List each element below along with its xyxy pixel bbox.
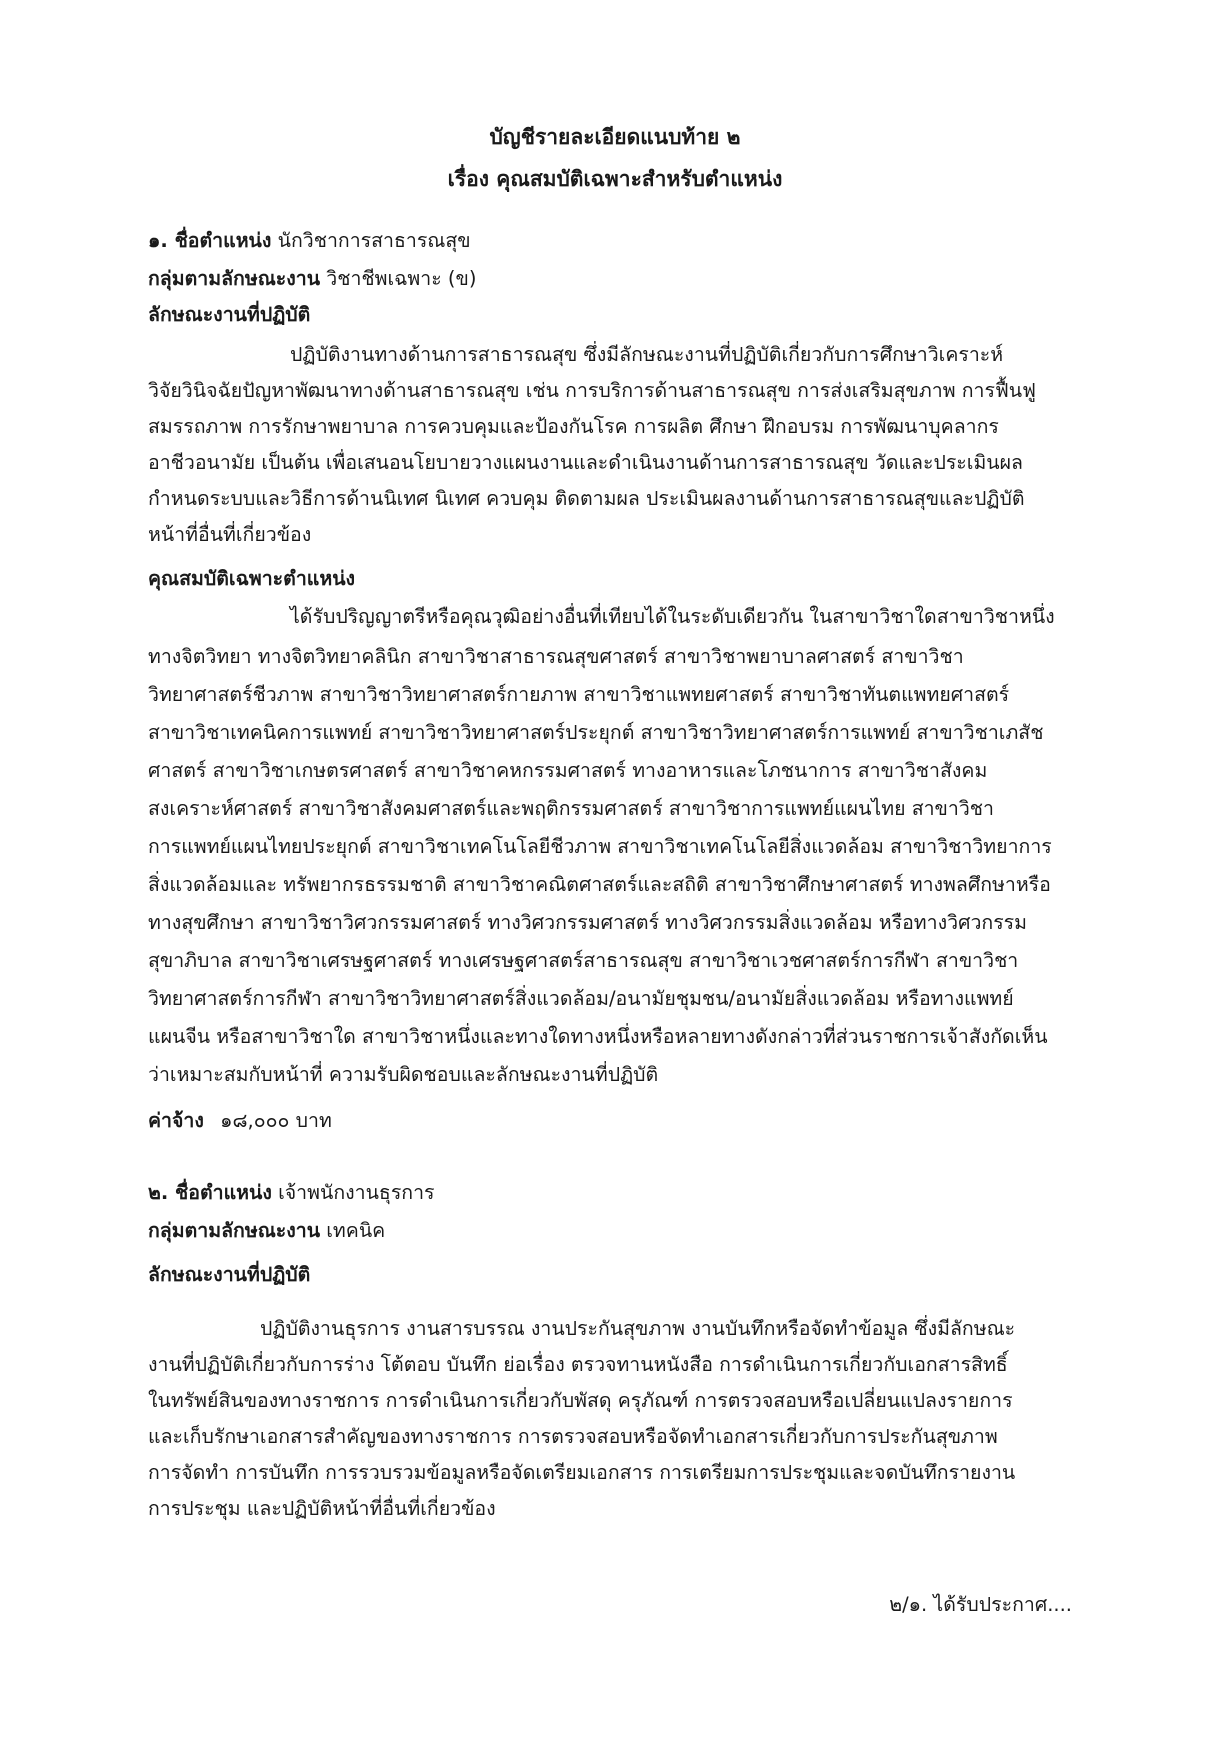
position2-group-row	[148, 1216, 385, 1246]
position2-duties-line: การจัดทำ การบันทึก การรวบรวมข้อมูลหรือจัดเตรียมเอกสาร การเตรียมการประชุมและจดบันทึกรายงาน	[148, 1461, 1016, 1484]
position1-duties-line: สมรรถภาพ การรักษาพยาบาล การควบคุมและป้องกันโรค การผลิต ศึกษา ฝึกอบรม การพัฒนาบุคลากร	[148, 415, 999, 438]
position1-qualification-line: การแพทย์แผนไทยประยุกต์ สาขาวิชาเทคโนโลยีชีวภาพ สาขาวิชาเทคโนโลยีสิ่งแวดล้อม สาขาวิชาวิทยาการ	[148, 835, 1052, 858]
position1-name-row	[148, 226, 471, 256]
document-subtitle: เรื่อง คุณสมบัติเฉพาะสำหรับตำแหน่ง	[447, 167, 783, 191]
position2-duties-line: งานที่ปฏิบัติเกี่ยวกับการร่าง โต้ตอบ บันทึก ย่อเรื่อง ตรวจทานหนังสือ การดำเนินการเกี่ยวกับเอกสารสิทธิ์	[148, 1353, 1008, 1376]
position1-qualification-line: สุขาภิบาล สาขาวิชาเศรษฐศาสตร์ ทางเศรษฐศาสตร์สาธารณสุข สาขาวิชาเวชศาสตร์การกีฬา สาขาวิชา	[148, 949, 1019, 972]
position1-qualification-line: ศาสตร์ สาขาวิชาเกษตรศาสตร์ สาขาวิชาคหกรรมศาสตร์ ทางอาหารและโภชนาการ สาขาวิชาสังคม	[148, 759, 988, 782]
position1-qualification-line: ทางสุขศึกษา สาขาวิชาวิศวกรรมศาสตร์ ทางวิศวกรรมศาสตร์ ทางวิศวกรรมสิ่งแวดล้อม หรือทางวิศวกรรม	[148, 911, 1028, 934]
position2-duties-line: ในทรัพย์สินของทางราชการ การดำเนินการเกี่ยวกับพัสดุ ครุภัณฑ์ การตรวจสอบหรือเปลี่ยนแปลงรายการ	[148, 1389, 1013, 1412]
position1-duties-heading: ลักษณะงานที่ปฏิบัติ	[148, 303, 311, 326]
position1-name-label: ๑. ชื่อตำแหน่ง	[148, 229, 272, 252]
position1-qualification-line: ทางจิตวิทยา ทางจิตวิทยาคลินิก สาขาวิชาสาธารณสุขศาสตร์ สาขาวิชาพยาบาลศาสตร์ สาขาวิชา	[148, 645, 964, 668]
position1-duties-line: ปฏิบัติงานทางด้านการสาธารณสุข ซึ่งมีลักษณะงานที่ปฏิบัติเกี่ยวกับการศึกษาวิเคราะห์	[290, 343, 1004, 366]
position2-name-label: ๒. ชื่อตำแหน่ง	[148, 1181, 272, 1204]
position1-duties-line: กำหนดระบบและวิธีการด้านนิเทศ นิเทศ ควบคุม ติดตามผล ประเมินผลงานด้านการสาธารณสุขและปฏิบัติ	[148, 487, 1025, 510]
position2-group-label: กลุ่มตามลักษณะงาน	[148, 1219, 321, 1242]
position1-qualification-line: ได้รับปริญญาตรีหรือคุณวุฒิอย่างอื่นที่เทียบได้ในระดับเดียวกัน ในสาขาวิชาใดสาขาวิชาหนึ่ง	[290, 605, 1055, 628]
position1-qualification-line: วิทยาศาสตร์ชีวภาพ สาขาวิชาวิทยาศาสตร์กายภาพ สาขาวิชาแพทยศาสตร์ สาขาวิชาทันตแพทยศาสตร์	[148, 683, 1010, 706]
position2-name-row	[148, 1178, 435, 1208]
position1-qualification-line: แผนจีน หรือสาขาวิชาใด สาขาวิชาหนึ่งและทางใดทางหนึ่งหรือหลายทางดังกล่าวที่ส่วนราชการเจ้าสังกัดเห็น	[148, 1025, 1048, 1048]
position1-qualification-line: สงเคราะห์ศาสตร์ สาขาวิชาสังคมศาสตร์และพฤติกรรมศาสตร์ สาขาวิชาการแพทย์แผนไทย สาขาวิชา	[148, 797, 994, 820]
position1-qualification-line: สาขาวิชาเทคนิคการแพทย์ สาขาวิชาวิทยาศาสตร์ประยุกต์ สาขาวิชาวิทยาศาสตร์การแพทย์ สาขาวิชาเภสัช	[148, 721, 1044, 744]
position1-duties-line: วิจัยวินิจฉัยปัญหาพัฒนาทางด้านสาธารณสุข เช่น การบริการด้านสาธารณสุข การส่งเสริมสุขภาพ การฟื้นฟู	[148, 379, 1036, 402]
position2-name-value: เจ้าพนักงานธุรการ	[278, 1181, 435, 1204]
position2-duties-line: ปฏิบัติงานธุรการ งานสารบรรณ งานประกันสุขภาพ งานบันทึกหรือจัดทำข้อมูล ซึ่งมีลักษณะ	[260, 1317, 1016, 1340]
document-title: บัญชีรายละเอียดแนบท้าย ๒	[489, 125, 741, 149]
position2-duties-heading: ลักษณะงานที่ปฏิบัติ	[148, 1263, 311, 1286]
position2-duties-line: การประชุม และปฏิบัติหน้าที่อื่นที่เกี่ยวข้อง	[148, 1497, 496, 1520]
position1-qualification-line: ว่าเหมาะสมกับหน้าที่ ความรับผิดชอบและลักษณะงานที่ปฏิบัติ	[148, 1063, 659, 1086]
position1-duties-line: หน้าที่อื่นที่เกี่ยวข้อง	[148, 523, 312, 546]
position1-wage-label: ค่าจ้าง	[148, 1109, 204, 1132]
position1-qualification-line: วิทยาศาสตร์การกีฬา สาขาวิชาวิทยาศาสตร์สิ่งแวดล้อม/อนามัยชุมชน/อนามัยสิ่งแวดล้อม หรือทางแพทย์	[148, 987, 1014, 1010]
position1-qualification-line: สิ่งแวดล้อมและ ทรัพยากรธรรมชาติ สาขาวิชาคณิตศาสตร์และสถิติ สาขาวิชาศึกษาศาสตร์ ทางพลศึกษาหรือ	[148, 873, 1051, 896]
position1-wage-value: ๑๘,๐๐๐ บาท	[220, 1109, 332, 1132]
position1-duties-line: อาชีวอนามัย เป็นต้น เพื่อเสนอนโยบายวางแผนงานและดำเนินงานด้านการสาธารณสุข วัดและประเมินผล	[148, 451, 1024, 474]
position1-group-value: วิชาชีพเฉพาะ (ข)	[326, 267, 477, 290]
position1-name-value: นักวิชาการสาธารณสุข	[277, 229, 471, 252]
continuation-note: ๒/๑. ได้รับประกาศ....	[889, 1593, 1072, 1616]
position1-group-label: กลุ่มตามลักษณะงาน	[148, 267, 321, 290]
position1-wage-row	[148, 1106, 332, 1136]
position1-qualification-heading: คุณสมบัติเฉพาะตำแหน่ง	[148, 567, 356, 590]
position2-group-value: เทคนิค	[326, 1219, 386, 1242]
position2-duties-line: และเก็บรักษาเอกสารสำคัญของทางราชการ การตรวจสอบหรือจัดทำเอกสารเกี่ยวกับการประกันสุขภาพ	[148, 1425, 998, 1448]
position1-group-row	[148, 264, 476, 294]
